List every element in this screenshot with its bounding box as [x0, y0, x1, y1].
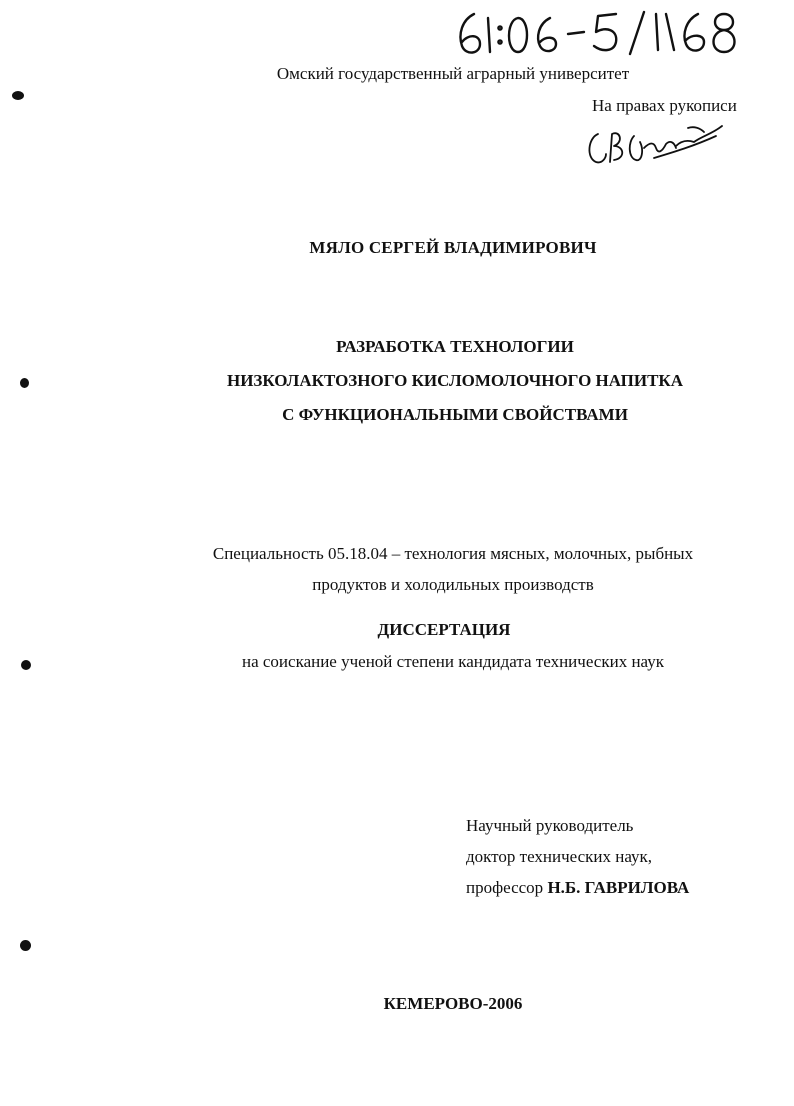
university-name: Омский государственный аграрный университет [276, 64, 630, 83]
supervisor-rank-name [466, 872, 689, 903]
specialty-line: Специальность 05.18.04 – технология мясных, молочных, рыбных [212, 544, 694, 563]
author-name: МЯЛО СЕРГЕЙ ВЛАДИМИРОВИЧ [309, 238, 597, 257]
title-line: РАЗРАБОТКА ТЕХНОЛОГИИ [336, 337, 574, 356]
punch-hole-mark [12, 91, 24, 100]
title-line: С ФУНКЦИОНАЛЬНЫМИ СВОЙСТВАМИ [282, 405, 628, 424]
dissertation-title [0, 330, 794, 432]
handwritten-signature [584, 112, 734, 172]
title-line: НИЗКОЛАКТОЗНОГО КИСЛОМОЛОЧНОГО НАПИТКА [226, 371, 684, 390]
punch-hole-mark [20, 940, 31, 951]
specialty-line: продуктов и холодильных производств [312, 575, 594, 594]
supervisor-degree: доктор технических наук, [466, 847, 653, 866]
supervisor-name: Н.Б. ГАВРИЛОВА [547, 878, 690, 897]
handwritten-archive-code [452, 4, 742, 58]
punch-hole-mark [20, 378, 29, 388]
city-year: КЕМЕРОВО-2006 [383, 994, 523, 1013]
supervisor-rank: профессор [466, 878, 544, 897]
scientific-supervisor [466, 810, 689, 903]
punch-hole-mark [21, 660, 31, 670]
document-type: ДИССЕРТАЦИЯ [377, 620, 511, 639]
manuscript-rights-note: На правах рукописи [592, 96, 737, 115]
degree-sought: на соискание ученой степени кандидата технических наук [241, 652, 664, 671]
specialty [0, 538, 794, 600]
supervisor-role: Научный руководитель [466, 816, 634, 835]
